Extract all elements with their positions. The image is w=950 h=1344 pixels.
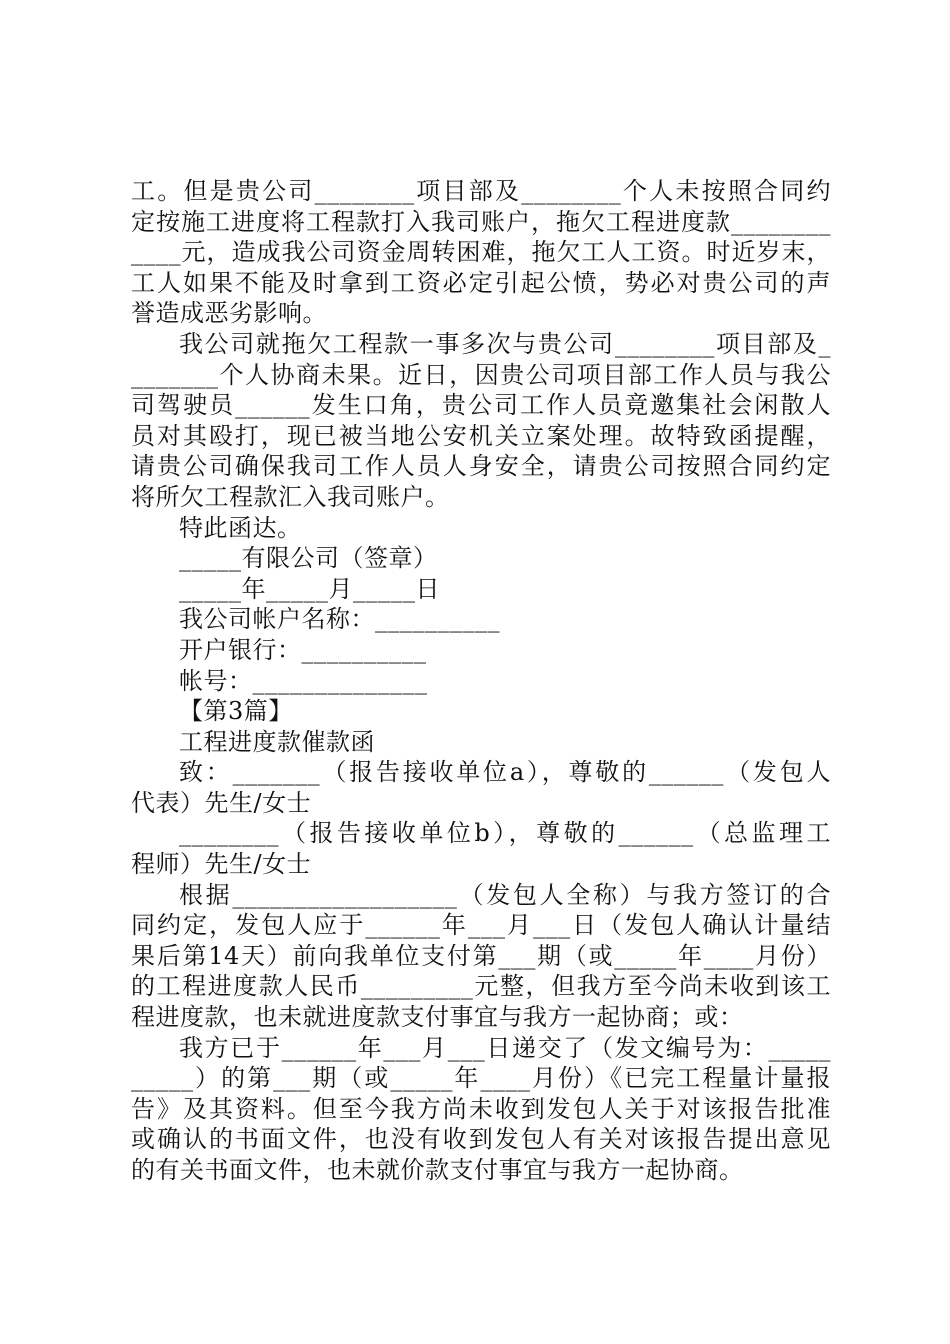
text-line: 的有关书面文件，也未就价款支付事宜与我方一起协商。 xyxy=(131,1156,744,1184)
text-line: 帐号：______________ xyxy=(179,666,428,695)
text-line: 程师）先生/女士 xyxy=(131,850,312,879)
text-line: 特此函达。 xyxy=(179,513,302,542)
text-line: 开户银行：__________ xyxy=(179,635,427,664)
text-line: 我公司帐户名称：__________ xyxy=(179,605,500,634)
text-line: _____年_____月_____日 xyxy=(179,574,440,603)
text-line: 致：_______（报告接收单位a），尊敬的______（发包人 xyxy=(179,758,831,787)
text-line: _____有限公司（签章） xyxy=(179,544,438,573)
text-line: 员对其殴打，现已被当地公安机关立案处理。故特致函提醒， xyxy=(131,421,831,450)
text-line: 同约定，发包人应于______年___月___日（发包人确认计量结 xyxy=(131,911,831,940)
text-line: 定按施工进度将工程款打入我司账户，拖欠工程进度款________ xyxy=(131,207,831,236)
text-line: 我公司就拖欠工程款一事多次与贵公司________项目部及_ xyxy=(179,329,831,358)
text-line: 工人如果不能及时拿到工资必定引起公愤，势必对贵公司的声 xyxy=(131,268,831,297)
text-line: 根据__________________（发包人全称）与我方签订的合 xyxy=(179,880,831,909)
text-line: _____）的第___期（或_____年____月份）《已完工程量计量报 xyxy=(131,1064,831,1093)
text-line: 告》及其资料。但至今我方尚未收到发包人关于对该报告批准 xyxy=(131,1094,831,1123)
text-line: 果后第14天）前向我单位支付第___期（或_____年____月份） xyxy=(131,941,831,970)
text-line: 或确认的书面文件，也没有收到发包人有关对该报告提出意见 xyxy=(131,1125,831,1154)
text-line: ____元，造成我公司资金周转困难，拖欠工人工资。时近岁末， xyxy=(131,238,831,267)
text-line: 代表）先生/女士 xyxy=(131,788,312,817)
text-line: 【第3篇】 xyxy=(179,697,293,726)
text-line: 工。但是贵公司________项目部及________个人未按照合同约 xyxy=(131,177,831,205)
text-line: ________（报告接收单位b），尊敬的______（总监理工 xyxy=(179,819,831,848)
text-line: 司驾驶员______发生口角，贵公司工作人员竟邀集社会闲散人 xyxy=(131,391,831,420)
text-line: 程进度款，也未就进度款支付事宜与我方一起协商；或： xyxy=(131,1003,744,1032)
text-line: 的工程进度款人民币_________元整，但我方至今尚未收到该工 xyxy=(131,972,831,1001)
text-line: 工程进度款催款函 xyxy=(179,727,375,756)
document-body xyxy=(131,176,831,1186)
text-line: 将所欠工程款汇入我司账户。 xyxy=(131,482,450,511)
text-line: 誉造成恶劣影响。 xyxy=(131,299,327,328)
text-line: 我方已于______年___月___日递交了（发文编号为：_____ xyxy=(179,1033,831,1062)
text-line: _______个人协商未果。近日，因贵公司项目部工作人员与我公 xyxy=(131,360,831,389)
text-line: 请贵公司确保我司工作人员人身安全，请贵公司按照合同约定 xyxy=(131,452,831,481)
